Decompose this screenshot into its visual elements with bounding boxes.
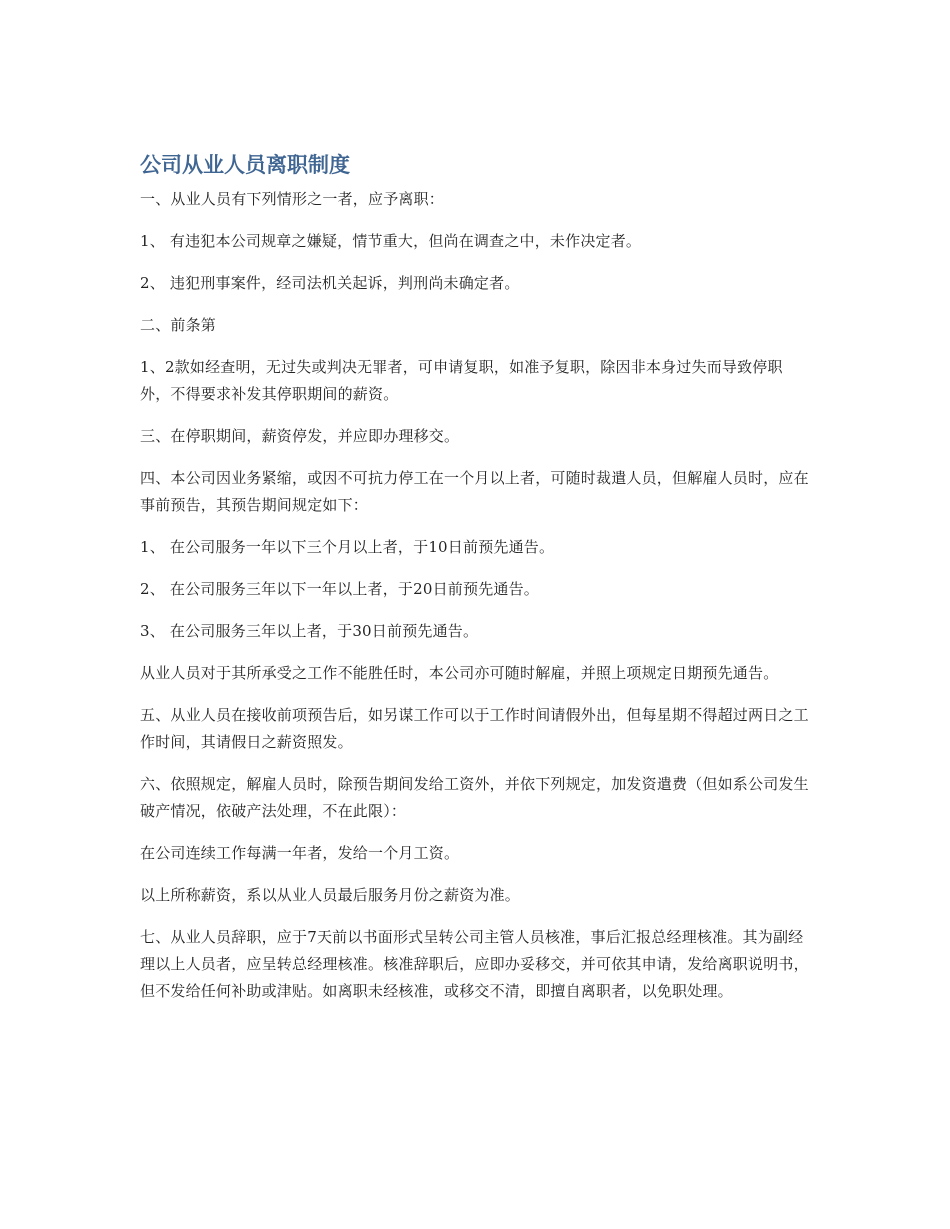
paragraph: 六、依照规定，解雇人员时，除预告期间发给工资外，并依下列规定，加发资遣费（但如系公司发生破产情况，依破产法处理，不在此限）： bbox=[140, 775, 809, 820]
document-page bbox=[140, 150, 810, 1005]
paragraph: 二、前条第 bbox=[140, 316, 217, 334]
paragraph: 2、 在公司服务三年以下一年以上者，于20日前预先通告。 bbox=[140, 580, 540, 598]
paragraph: 五、从业人员在接收前项预告后，如另谋工作可以于工作时间请假外出，但每星期不得超过两日之工作时间，其请假日之薪资照发。 bbox=[140, 706, 809, 751]
paragraph: 1、 有违犯本公司规章之嫌疑，情节重大，但尚在调查之中，未作决定者。 bbox=[140, 232, 642, 250]
paragraph: 1、2款如经查明，无过失或判决无罪者，可申请复职，如准予复职，除因非本身过失而导致停职外，不得要求补发其停职期间的薪资。 bbox=[140, 358, 783, 403]
paragraph: 三、在停职期间，薪资停发，并应即办理移交。 bbox=[140, 427, 460, 445]
paragraph: 四、本公司因业务紧缩，或因不可抗力停工在一个月以上者，可随时裁遣人员，但解雇人员时，应在事前预告，其预告期间规定如下： bbox=[140, 469, 809, 514]
paragraph: 七、从业人员辞职，应于7天前以书面形式呈转公司主管人员核准，事后汇报总经理核准。其为副经理以上人员者，应呈转总经理核准。核准辞职后，应即办妥移交，并可依其申请，发给离职说明书，但不发给任何补助或津贴。如离职未经核准，或移交不清，即擅自离职者，以免职处理。 bbox=[140, 928, 809, 1000]
paragraph: 2、 违犯刑事案件，经司法机关起诉，判刑尚未确定者。 bbox=[140, 274, 520, 292]
paragraph: 1、 在公司服务一年以下三个月以上者，于10日前预先通告。 bbox=[140, 538, 555, 556]
document-title: 公司从业人员离职制度 bbox=[140, 153, 350, 177]
paragraph: 3、 在公司服务三年以上者，于30日前预先通告。 bbox=[140, 622, 479, 640]
paragraph: 以上所称薪资，系以从业人员最后服务月份之薪资为准。 bbox=[140, 886, 521, 904]
paragraph: 从业人员对于其所承受之工作不能胜任时，本公司亦可随时解雇，并照上项规定日期预先通告。 bbox=[140, 664, 779, 682]
paragraph: 在公司连续工作每满一年者，发给一个月工资。 bbox=[140, 844, 460, 862]
paragraph: 一、从业人员有下列情形之一者，应予离职： bbox=[140, 190, 445, 208]
